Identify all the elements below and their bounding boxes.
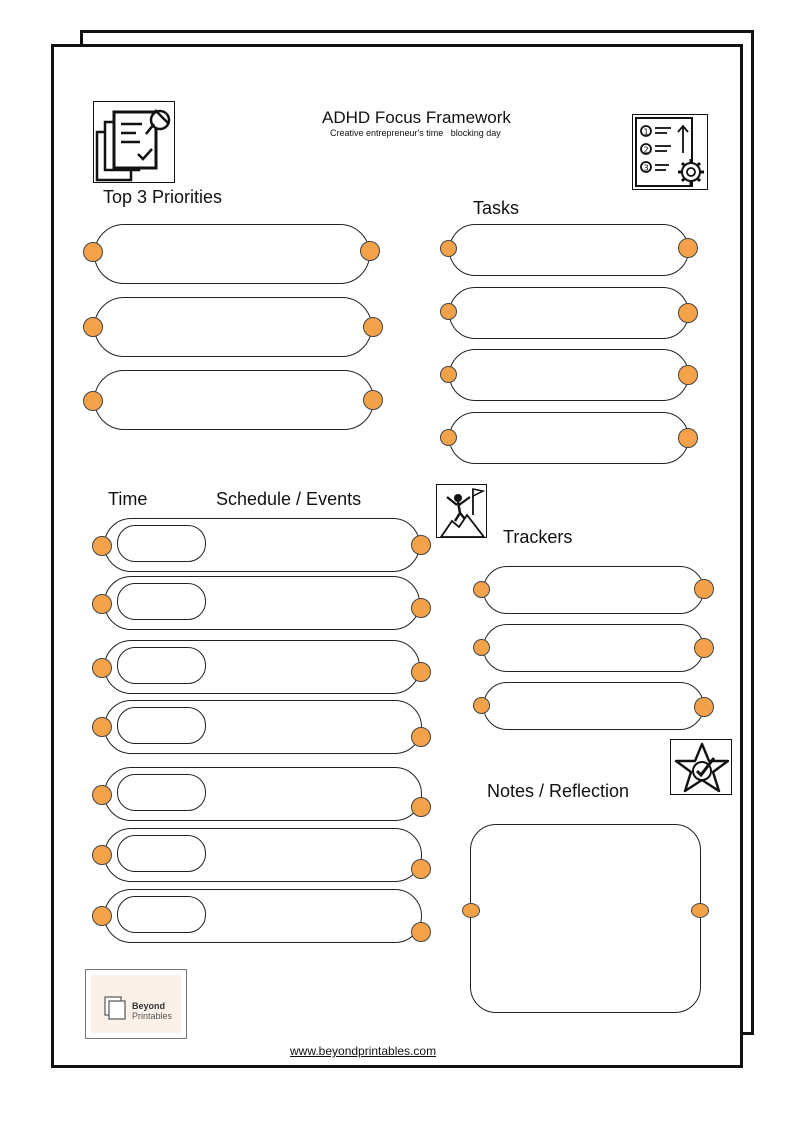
task-1-left-dot (440, 240, 457, 257)
logo-line-2: Printables (132, 1011, 173, 1021)
tasks-heading: Tasks (473, 198, 520, 218)
task-field-4[interactable] (449, 412, 689, 464)
numbered-list-gear-icon (632, 114, 708, 190)
priority-2-right-dot (363, 317, 383, 337)
task-field-3[interactable] (449, 349, 689, 401)
task-2-left-dot (440, 303, 457, 320)
schedule-5-right-dot (411, 797, 431, 817)
time-slot-4[interactable] (117, 707, 206, 744)
priority-1-right-dot (360, 241, 380, 261)
page-subtitle: Creative entrepreneur's time blocking day (330, 128, 501, 138)
priority-field-1[interactable] (94, 224, 370, 284)
priority-1-left-dot (83, 242, 103, 262)
schedule-2-right-dot (411, 598, 431, 618)
schedule-4-left-dot (92, 717, 112, 737)
tracker-field-2[interactable] (483, 624, 704, 672)
task-1-right-dot (678, 238, 698, 258)
priority-field-3[interactable] (94, 370, 374, 430)
logo-text (132, 1001, 172, 1021)
tracker-2-right-dot (694, 638, 714, 658)
task-3-left-dot (440, 366, 457, 383)
tracker-1-right-dot (694, 579, 714, 599)
task-4-right-dot (678, 428, 698, 448)
task-3-right-dot (678, 365, 698, 385)
task-field-2[interactable] (449, 287, 689, 339)
time-slot-6[interactable] (117, 835, 206, 872)
brand-logo (85, 969, 187, 1039)
tracker-2-left-dot (473, 639, 490, 656)
star-check-icon (670, 739, 732, 795)
time-slot-5[interactable] (117, 774, 206, 811)
schedule-4-right-dot (411, 727, 431, 747)
time-heading: Time (108, 489, 148, 509)
tracker-3-right-dot (694, 697, 714, 717)
svg-text:2: 2 (643, 145, 649, 155)
task-4-left-dot (440, 429, 457, 446)
priority-3-left-dot (83, 391, 103, 411)
priority-2-left-dot (83, 317, 103, 337)
svg-text:1: 1 (643, 127, 649, 137)
notes-left-dot (462, 903, 480, 918)
tracker-field-3[interactable] (483, 682, 704, 730)
tracker-field-1[interactable] (483, 566, 704, 614)
schedule-2-left-dot (92, 594, 112, 614)
schedule-3-right-dot (411, 662, 431, 682)
task-2-right-dot (678, 303, 698, 323)
schedule-6-left-dot (92, 845, 112, 865)
time-slot-1[interactable] (117, 525, 206, 562)
priority-field-2[interactable] (94, 297, 372, 357)
notes-reflection-box[interactable] (470, 824, 701, 1013)
svg-text:3: 3 (643, 163, 649, 173)
page-title: ADHD Focus Framework (322, 108, 511, 127)
schedule-1-left-dot (92, 536, 112, 556)
tracker-1-left-dot (473, 581, 490, 598)
schedule-heading: Schedule / Events (216, 489, 362, 509)
priorities-heading: Top 3 Priorities (103, 187, 223, 207)
mountain-summit-flag-icon (436, 484, 487, 538)
tracker-3-left-dot (473, 697, 490, 714)
time-slot-3[interactable] (117, 647, 206, 684)
time-slot-2[interactable] (117, 583, 206, 620)
notes-right-dot (691, 903, 709, 918)
logo-pages-icon (103, 995, 129, 1021)
clipboard-checklist-icon (93, 101, 175, 183)
schedule-7-left-dot (92, 906, 112, 926)
schedule-7-right-dot (411, 922, 431, 942)
schedule-6-right-dot (411, 859, 431, 879)
task-field-1[interactable] (449, 224, 689, 276)
schedule-3-left-dot (92, 658, 112, 678)
priority-3-right-dot (363, 390, 383, 410)
footer-url-link[interactable]: www.beyondprintables.com (290, 1044, 437, 1058)
time-slot-7[interactable] (117, 896, 206, 933)
logo-line-1: Beyond (132, 1001, 166, 1011)
schedule-5-left-dot (92, 785, 112, 805)
trackers-heading: Trackers (503, 527, 573, 547)
notes-heading: Notes / Reflection (487, 781, 630, 801)
schedule-1-right-dot (411, 535, 431, 555)
